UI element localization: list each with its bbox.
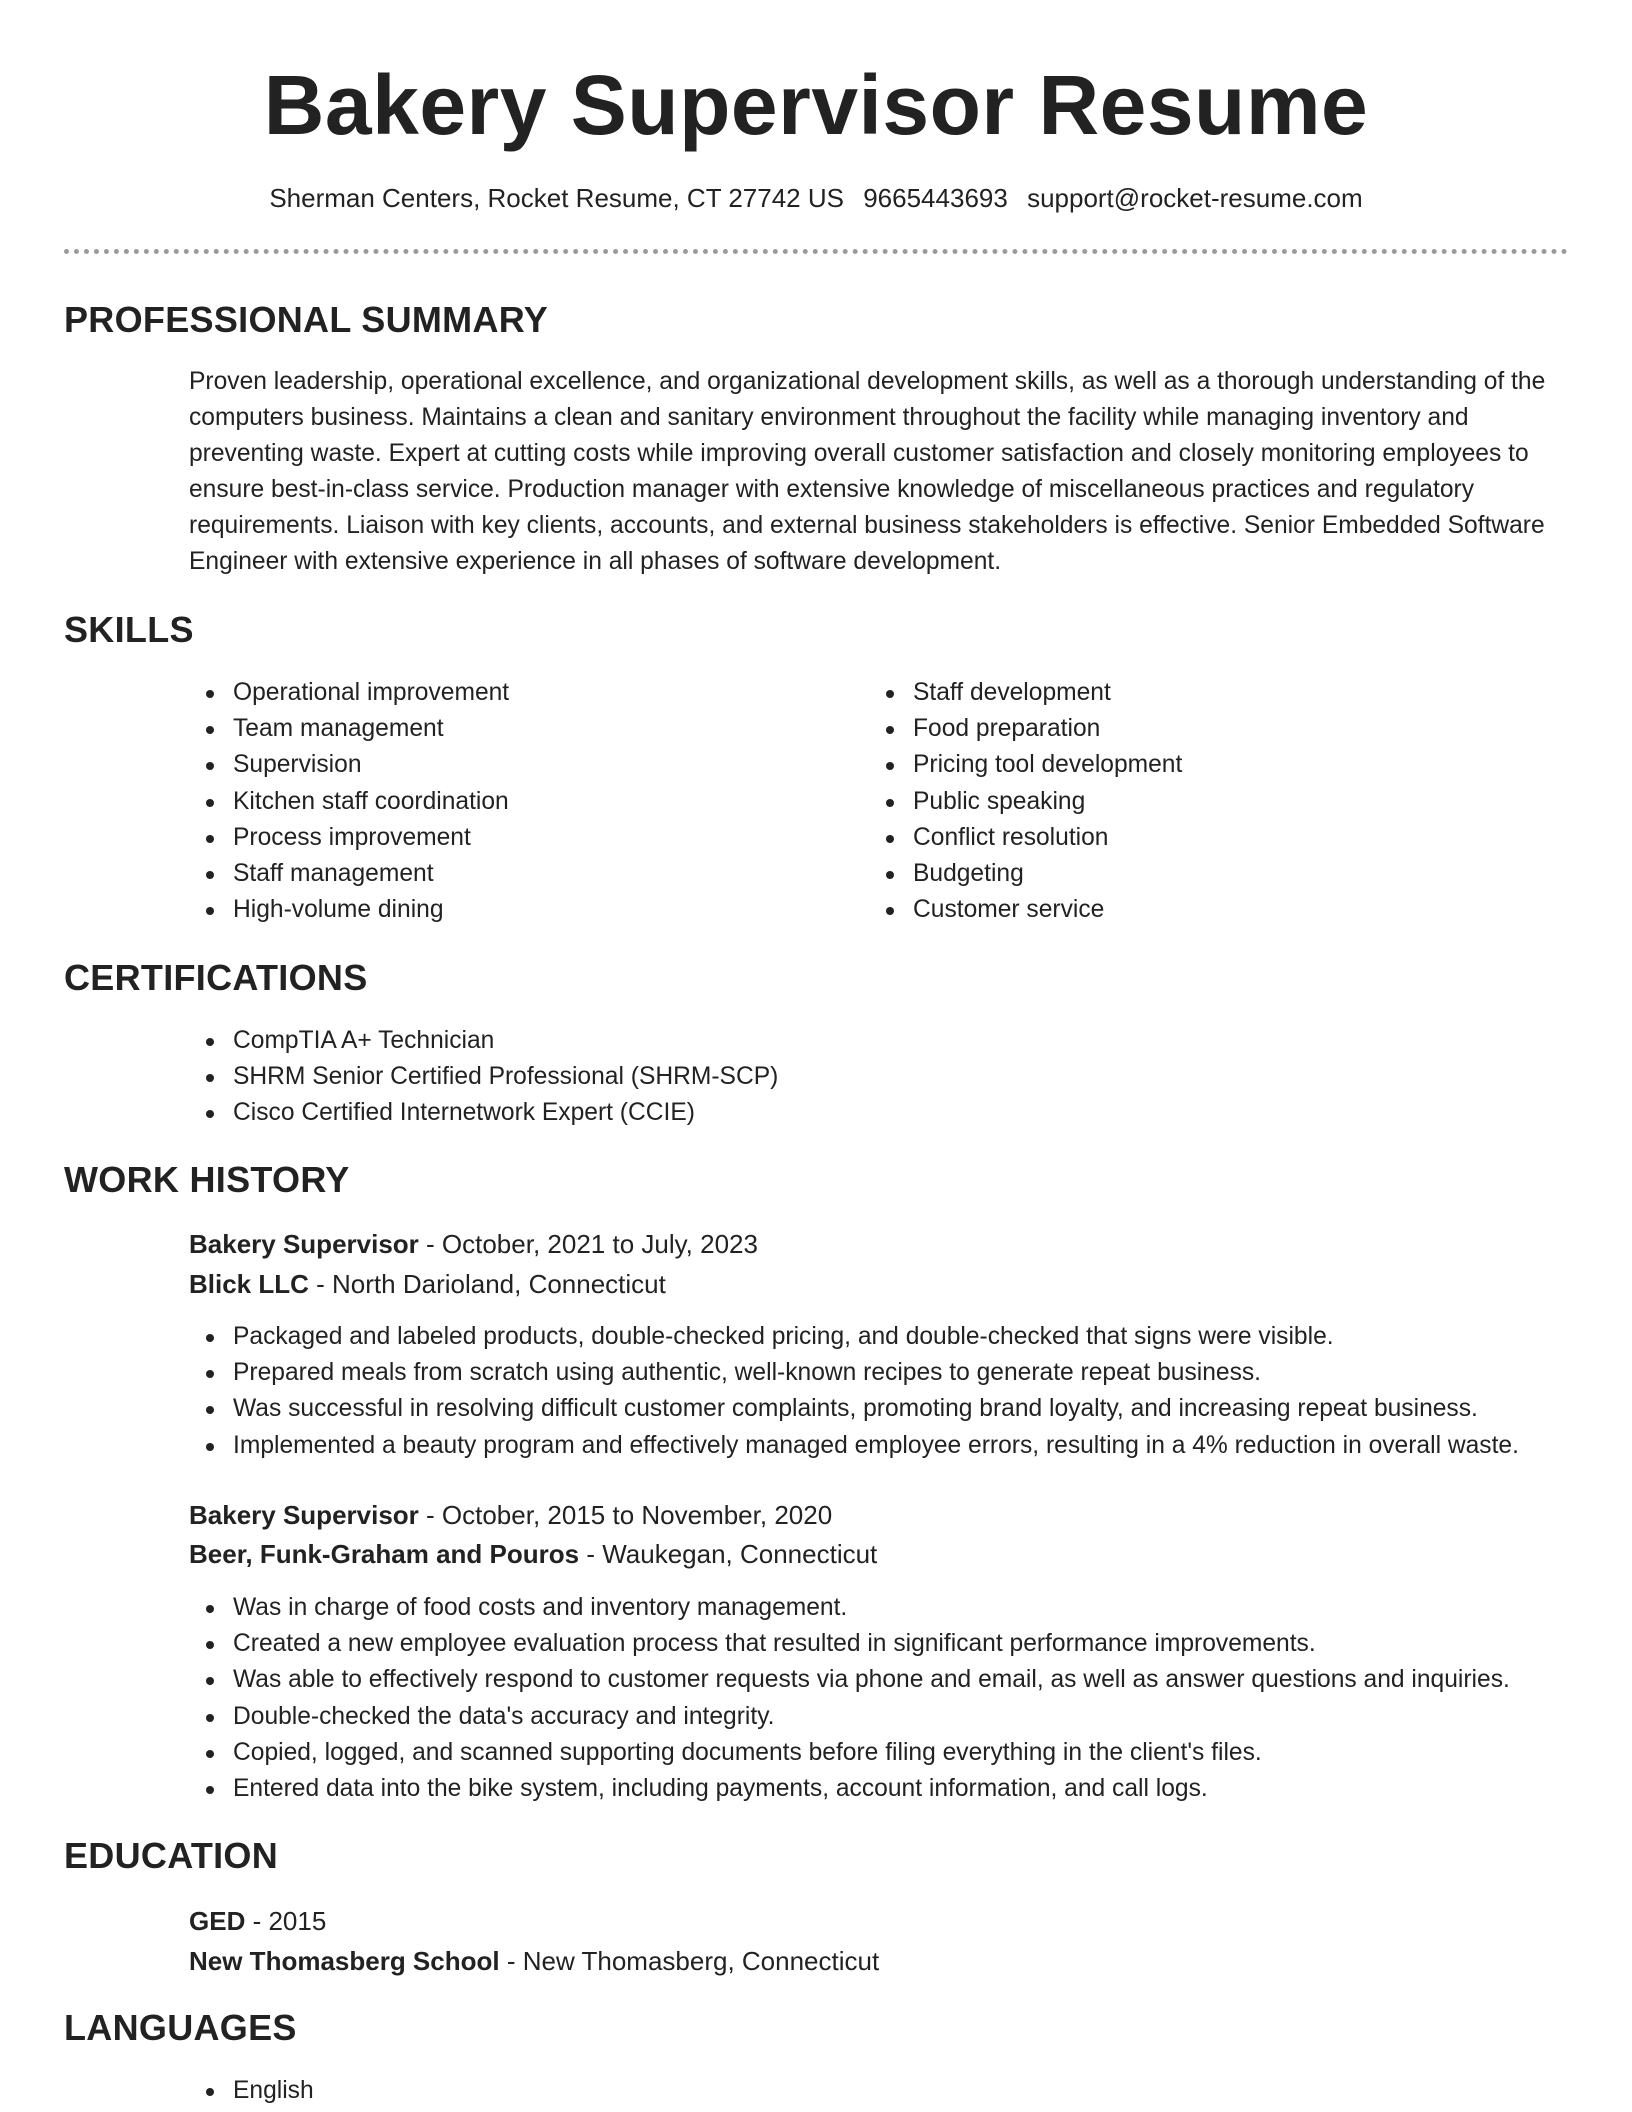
skill-item: Food preparation (869, 711, 1182, 747)
skill-item: Kitchen staff coordination (189, 784, 509, 820)
job-bullet: Prepared meals from scratch using authentic, well-known recipes to generate repeat business. (189, 1355, 1519, 1391)
skill-item: Team management (189, 711, 509, 747)
skill-item: High-volume dining (189, 892, 509, 928)
header-divider (64, 249, 1568, 254)
languages-heading: LANGUAGES (64, 2007, 297, 2048)
job-bullet: Implemented a beauty program and effectively managed employee errors, resulting in a 4% reduction in overall waste. (189, 1428, 1519, 1464)
summary-text: Proven leadership, operational excellence, and organizational development skills, as well as a thorough understanding of the computers business. Maintains a clean and sanitary environment throughout the facility while managing inventory and preventing waste. Expert at cutting costs while improving overall customer satisfaction and closely monitoring employees to ensure best-in-class service. Production manager with extensive knowledge of miscellaneous practices and regulatory requirements. Liaison with key clients, accounts, and external business stakeholders is effective. Senior Embedded Software Engineer with extensive experience in all phases of software development. (189, 368, 1546, 575)
job-bullet: Was able to effectively respond to customer requests via phone and email, as well as answer questions and inquiries. (189, 1662, 1510, 1698)
job-title: Bakery Supervisor (189, 1229, 419, 1259)
education-school-line (189, 1942, 879, 1980)
certification-item: SHRM Senior Certified Professional (SHRM-SCP) (189, 1059, 778, 1095)
job-bullet: Packaged and labeled products, double-checked pricing, and double-checked that signs were visible. (189, 1319, 1519, 1355)
job-company: Beer, Funk-Graham and Pouros (189, 1539, 580, 1569)
skill-item: Conflict resolution (869, 820, 1182, 856)
certifications-heading: CERTIFICATIONS (64, 957, 368, 998)
job-location: - Waukegan, Connecticut (579, 1539, 878, 1569)
skill-item: Customer service (869, 892, 1182, 928)
education-heading: EDUCATION (64, 1835, 279, 1876)
job-company-line (189, 1535, 877, 1573)
skill-item: Staff management (189, 856, 509, 892)
contact-address: Sherman Centers, Rocket Resume, CT 27742 US (269, 183, 844, 213)
job-title: Bakery Supervisor (189, 1500, 419, 1530)
skill-item: Supervision (189, 747, 509, 783)
job-dates: - October, 2015 to November, 2020 (418, 1500, 833, 1530)
education-school: New Thomasberg School (189, 1946, 500, 1976)
education-degree: GED (189, 1906, 246, 1936)
work-history-heading: WORK HISTORY (64, 1159, 350, 1200)
contact-email[interactable]: support@rocket-resume.com (1027, 183, 1363, 213)
skill-item: Staff development (869, 675, 1182, 711)
job-title-line (189, 1496, 832, 1534)
summary-heading: PROFESSIONAL SUMMARY (64, 299, 549, 340)
skill-item: Budgeting (869, 856, 1182, 892)
languages-list (189, 2073, 314, 2109)
contact-line (0, 180, 1632, 216)
education-location: - New Thomasberg, Connecticut (499, 1946, 880, 1976)
job-bullet: Was in charge of food costs and inventory management. (189, 1590, 1510, 1626)
job-bullet: Created a new employee evaluation process that resulted in significant performance improvements. (189, 1626, 1510, 1662)
job-bullet: Double-checked the data's accuracy and integrity. (189, 1699, 1510, 1735)
skill-item: Public speaking (869, 784, 1182, 820)
education-year: - 2015 (245, 1906, 327, 1936)
job-bullets (189, 1590, 1510, 1807)
job-bullet: Was successful in resolving difficult customer complaints, promoting brand loyalty, and increasing repeat business. (189, 1391, 1519, 1427)
job-bullet: Copied, logged, and scanned supporting documents before filing everything in the client's files. (189, 1735, 1510, 1771)
job-company: Blick LLC (189, 1269, 309, 1299)
certification-item: CompTIA A+ Technician (189, 1023, 778, 1059)
skill-item: Process improvement (189, 820, 509, 856)
skills-list-right (869, 675, 1182, 928)
contact-phone: 9665443693 (863, 183, 1008, 213)
skills-heading: SKILLS (64, 609, 194, 650)
skill-item: Operational improvement (189, 675, 509, 711)
resume-title: Bakery Supervisor Resume (263, 58, 1369, 152)
job-bullet: Entered data into the bike system, including payments, account information, and call logs. (189, 1771, 1510, 1807)
job-company-line (189, 1265, 666, 1303)
job-title-line (189, 1225, 758, 1263)
skill-item: Pricing tool development (869, 747, 1182, 783)
skills-list-left (189, 675, 509, 928)
education-degree-line (189, 1902, 326, 1940)
language-item: English (189, 2073, 314, 2109)
job-bullets (189, 1319, 1519, 1464)
certification-item: Cisco Certified Internetwork Expert (CCIE) (189, 1095, 778, 1131)
job-location: - North Darioland, Connecticut (308, 1269, 666, 1299)
job-dates: - October, 2021 to July, 2023 (418, 1229, 758, 1259)
certifications-list (189, 1023, 778, 1132)
